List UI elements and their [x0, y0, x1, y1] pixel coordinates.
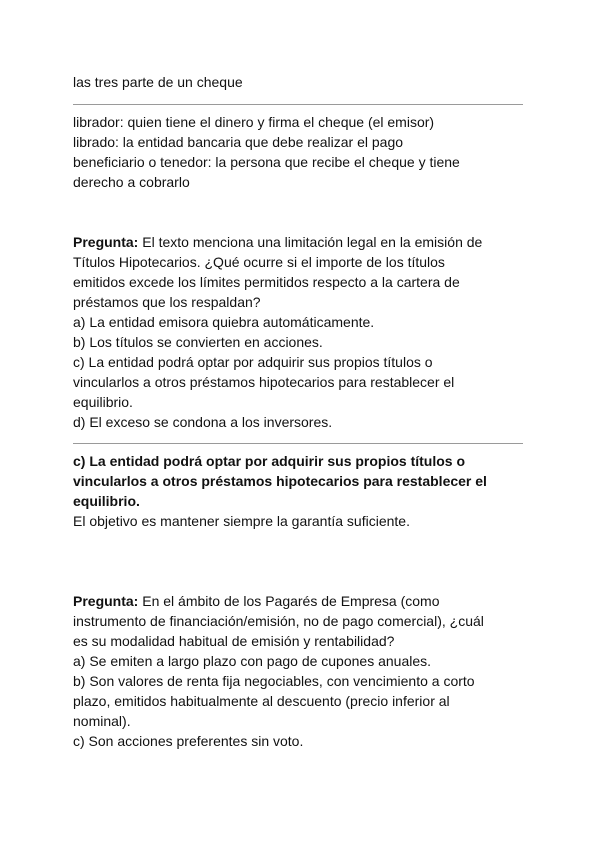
card2-question-text: El texto menciona una limitación legal en la emisión de	[138, 234, 483, 250]
card3-option-line: nominal).	[73, 713, 131, 729]
card2-question-line: préstamos que los respaldan?	[73, 294, 261, 310]
card1-divider	[73, 104, 523, 105]
card2-question-line	[73, 232, 528, 252]
card2-answer-line: vincularlos a otros préstamos hipotecarios para restablecer el	[73, 473, 487, 489]
card1-question-text: las tres parte de un cheque	[73, 74, 243, 90]
card2-divider	[73, 443, 523, 444]
card2-answer	[73, 451, 528, 531]
card2-question-line: emitidos excede los límites permitidos respecto a la cartera de	[73, 274, 460, 290]
card2-question	[73, 232, 528, 432]
card2-question-line: Títulos Hipotecarios. ¿Qué ocurre si el importe de los títulos	[73, 254, 445, 270]
card3-option-line: plazo, emitidos habitualmente al descuento (precio inferior al	[73, 693, 450, 709]
card2-option-line: vincularlos a otros préstamos hipotecarios para restablecer el	[73, 374, 455, 390]
card2-option-line: a) La entidad emisora quiebra automáticamente.	[73, 314, 375, 330]
card2-answer-line: equilibrio.	[73, 493, 140, 509]
card3-option-line: a) Se emiten a largo plazo con pago de cupones anuales.	[73, 653, 432, 669]
card2-option-line: c) La entidad podrá optar por adquirir sus propios títulos o	[73, 354, 433, 370]
card3-question	[73, 591, 528, 751]
card1-question	[73, 72, 528, 92]
card3-question-prefix: Pregunta:	[73, 593, 139, 609]
card2-option-line: equilibrio.	[73, 394, 133, 410]
card1-answer-line: derecho a cobrarlo	[73, 174, 190, 190]
card2-answer-line: c) La entidad podrá optar por adquirir sus propios títulos o	[73, 453, 466, 469]
card3-question-text: En el ámbito de los Pagarés de Empresa (como	[138, 593, 440, 609]
card2-question-prefix: Pregunta:	[73, 234, 139, 250]
card3-question-line: es su modalidad habitual de emisión y rentabilidad?	[73, 633, 395, 649]
card1-answer-line: librador: quien tiene el dinero y firma el cheque (el emisor)	[73, 114, 435, 130]
card1-answer-line: librado: la entidad bancaria que debe realizar el pago	[73, 134, 404, 150]
card3-question-line	[73, 591, 528, 611]
card3-option-line: b) Son valores de renta fija negociables, con vencimiento a corto	[73, 673, 475, 689]
card1-answer	[73, 112, 528, 192]
card3-question-line: instrumento de financiación/emisión, no de pago comercial), ¿cuál	[73, 613, 484, 629]
card2-option-line: d) El exceso se condona a los inversores.	[73, 414, 333, 430]
card2-explanation: El objetivo es mantener siempre la garantía suficiente.	[73, 513, 410, 529]
card3-option-line: c) Son acciones preferentes sin voto.	[73, 733, 304, 749]
card2-option-line: b) Los títulos se convierten en acciones.	[73, 334, 323, 350]
card1-answer-line: beneficiario o tenedor: la persona que recibe el cheque y tiene	[73, 154, 460, 170]
